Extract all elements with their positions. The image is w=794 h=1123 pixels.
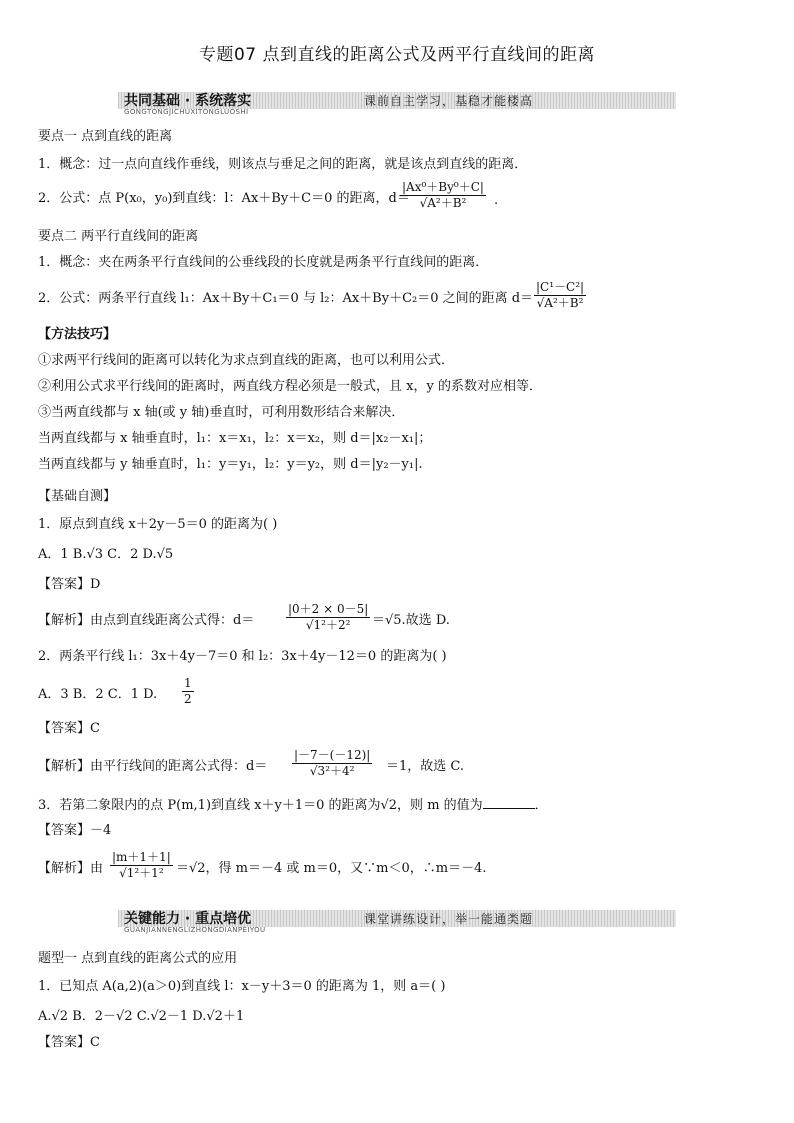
banner-slogan: 课前自主学习，基稳才能楼高 [364,94,534,108]
question-options: A．3 B．2 C．1 D. [38,687,158,702]
method-item: 当两直线都与 x 轴垂直时，l₁：x＝x₁，l₂：x＝x₂，则 d＝|x₂－x₁|； [38,431,432,446]
question-stem-text: 3．若第二象限内的点 P(m,1)到直线 x＋y＋1＝0 的距离为√2，则 m 的值为 [38,798,483,813]
question-stem-tail: ． [534,798,548,813]
section-banner-basics [118,88,676,122]
option-fraction [182,676,194,707]
selftest-heading: 【基础自测】 [38,489,117,504]
concept-text: 1．概念：过一点向直线作垂线，则该点与垂足之间的距离，就是该点到直线的距离． [38,157,528,172]
banner-pinyin: GUANJIANNENGLIZHONGDIANPEIYOU [124,926,266,934]
banner-title: 共同基础 · 系统落实 [124,93,252,109]
fraction-numerator: |m＋1＋1| [112,850,171,864]
explanation-fraction [286,602,370,633]
formula-tail: . [494,193,499,208]
banner-title: 关键能力 · 重点培优 [124,911,252,927]
explanation-text: 【解析】由 [38,861,104,876]
explanation-text: 【解析】由平行线间的距离公式得：d＝ [38,759,268,774]
method-item: ①求两平行线间的距离可以转化为求点到直线的距离，也可以利用公式． [38,353,455,368]
fraction-numerator: |－7－(－12)| [294,748,371,762]
method-item: ③当两直线都与 x 轴(或 y 轴)垂直时，可利用数形结合来解决． [38,405,405,420]
fraction-numerator: |C¹－C²| [536,280,585,294]
question-options: A．1 B.√3 C．2 D.√5 [38,547,174,562]
explanation-text: 【解析】由点到直线距离公式得：d＝ [38,613,255,628]
document-title: 专题07 点到直线的距离公式及两平行直线间的距离 [198,45,596,65]
answer-label: 【答案】C [38,721,100,736]
concept-text: 1．概念：夹在两条平行直线间的公垂线段的长度就是两条平行直线间的距离． [38,255,489,270]
question-stem: 1．已知点 A(a,2)(a＞0)到直线 l：x－y＋3＝0 的距离为 1，则 a＝( ) [38,979,446,994]
fraction-denominator: √A²＋B² [419,196,467,210]
banner-slogan: 课堂讲练设计，举一能通类题 [364,912,534,926]
fraction-denominator: 2 [184,692,192,706]
explanation-fraction [110,850,173,881]
formula-text: 2．公式：两条平行直线 l₁：Ax＋By＋C₁＝0 与 l₂：Ax＋By＋C₂＝0 之间的距离 d＝ [38,291,534,306]
fraction-denominator: √3²＋4² [309,764,355,778]
explanation-tail: ＝1，故选 C. [386,759,465,774]
fraction-numerator: |Ax⁰＋By⁰＋C| [402,180,484,194]
section-heading: 要点二 两平行直线间的距离 [38,229,199,244]
fraction-denominator: √1²＋2² [305,618,351,632]
answer-label: 【答案】D [38,577,101,592]
question-stem [38,796,548,815]
answer-blank[interactable] [483,796,535,809]
section-banner-key-abilities [118,906,676,940]
fraction-numerator: |0＋2 × 0－5| [288,602,369,616]
answer-label: 【答案】－4 [38,823,112,838]
explanation-tail: ＝√5.故选 D. [372,613,450,628]
method-item: ②利用公式求平行线间的距离时，两直线方程必须是一般式，且 x，y 的系数对应相等． [38,379,542,394]
fraction-denominator: √A²＋B² [536,296,584,310]
parallel-formula-fraction [534,280,586,311]
question-stem: 2．两条平行线 l₁：3x＋4y－7＝0 和 l₂：3x＋4y－12＝0 的距离为( ) [38,649,447,664]
fraction-denominator: √1²＋1² [119,866,164,880]
answer-label: 【答案】C [38,1035,100,1050]
section-heading: 题型一 点到直线的距离公式的应用 [38,951,238,966]
distance-formula-fraction [400,180,486,211]
question-options: A.√2 B．2－√2 C.√2－1 D.√2＋1 [38,1009,245,1024]
banner-pinyin: GONGTONGJICHUXITONGLUOSHI [124,108,249,116]
method-item: 当两直线都与 y 轴垂直时，l₁：y＝y₁，l₂：y＝y₂，则 d＝|y₂－y₁|. [38,457,423,472]
explanation-tail: ＝√2，得 m＝－4 或 m＝0，又∵m＜0，∴m＝－4. [176,861,487,876]
section-heading: 要点一 点到直线的距离 [38,129,173,144]
explanation-fraction [292,748,372,779]
question-stem: 1．原点到直线 x＋2y－5＝0 的距离为( ) [38,517,278,532]
methods-heading: 【方法技巧】 [38,327,117,342]
fraction-numerator: 1 [184,676,192,690]
formula-text: 2．公式：点 P(x₀，y₀)到直线：l：Ax＋By＋C＝0 的距离，d＝ [38,191,410,206]
